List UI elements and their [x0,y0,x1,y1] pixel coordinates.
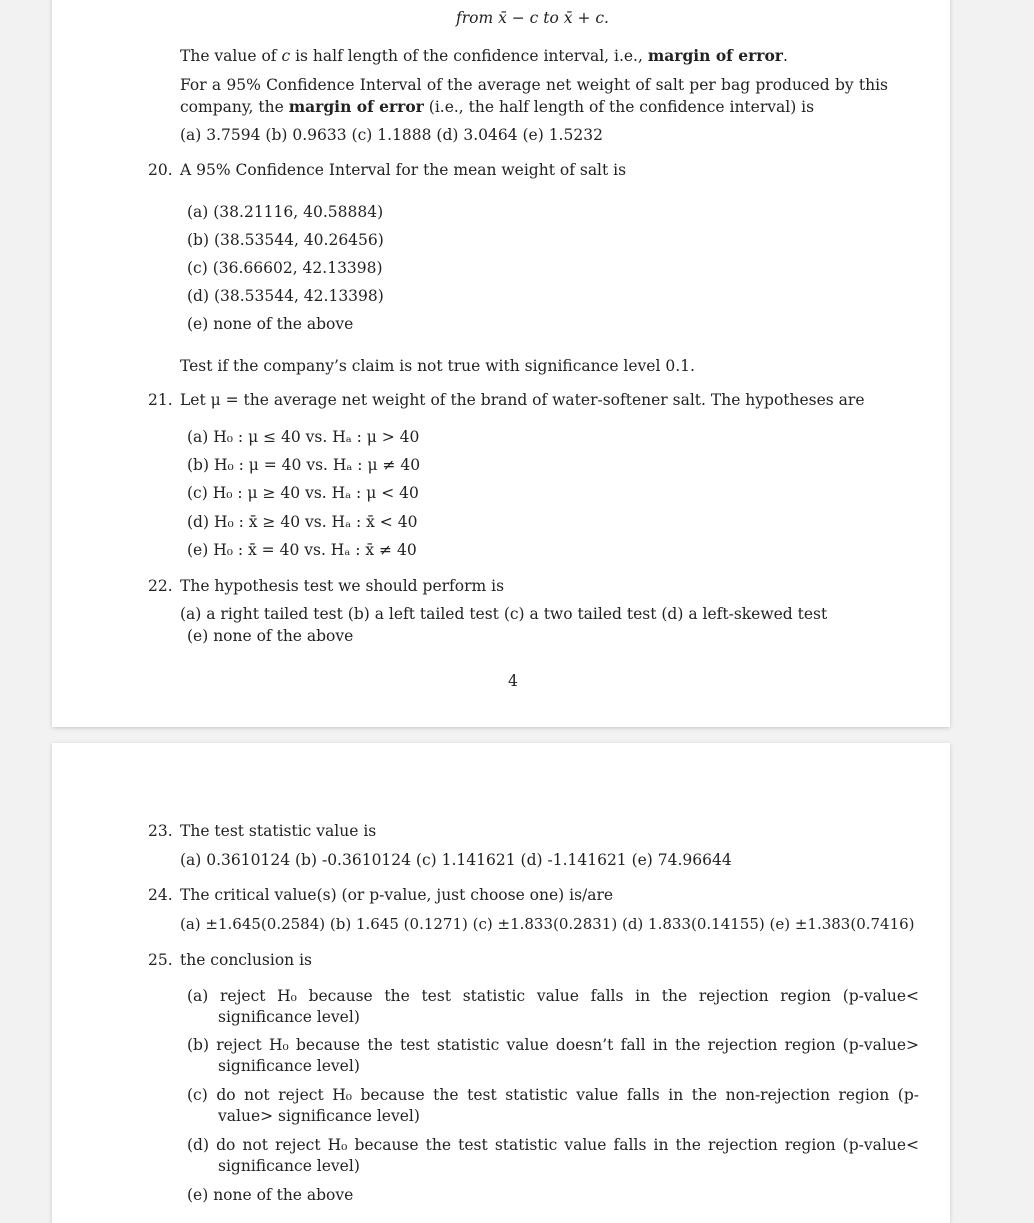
moe-question-bold-term: margin of error [288,97,424,116]
question-20-option-d: (d) (38.53544, 42.13398) [187,287,384,305]
question-20-option-b: (b) (38.53544, 40.26456) [187,231,384,249]
moe-question-text-pre: For a 95% Confidence Interval of the average net weight of salt per bag produced by this company, the [180,76,888,116]
margin-of-error-question [180,75,888,118]
question-21-text: Let μ = the average net weight of the brand of water-softener salt. The hypotheses are [180,391,865,409]
page-1 [52,0,950,727]
definition-text-end: . [782,47,788,65]
question-24-number: 24. [148,886,173,904]
question-24-options: (a) ±1.645(0.2584) (b) 1.645 (0.1271) (c) ±1.833(0.2831) (d) 1.833(0.14155) (e) ±1.383(0.7416) [180,915,915,933]
page-number: 4 [508,672,518,690]
margin-of-error-definition [180,46,788,66]
question-21-option-b: (b) H₀ : μ = 40 vs. Hₐ : μ ≠ 40 [187,456,421,474]
definition-variable: c [281,47,291,65]
definition-text-pre: The value of [180,47,282,65]
question-25-option-a: (a) reject H₀ because the test statistic value falls in the rejection region (p-value< significance level) [187,987,919,1026]
question-23-options: (a) 0.3610124 (b) -0.3610124 (c) 1.141621 (d) -1.141621 (e) 74.96644 [180,851,732,869]
question-21-number: 21. [148,391,173,409]
page-2 [52,743,950,1223]
question-21-option-c: (c) H₀ : μ ≥ 40 vs. Hₐ : μ < 40 [187,484,419,502]
question-23-number: 23. [148,822,173,840]
question-22-options-line-2: (e) none of the above [187,627,354,645]
question-20-text: A 95% Confidence Interval for the mean weight of salt is [180,161,627,179]
question-21-option-e: (e) H₀ : x̄ = 40 vs. Hₐ : x̄ ≠ 40 [187,541,417,559]
definition-text-mid: is half length of the confidence interval, i.e., [290,47,648,65]
question-20-option-e: (e) none of the above [187,315,354,333]
question-25-option-b: (b) reject H₀ because the test statistic value doesn’t fall in the rejection region (p-value> significance level) [187,1036,919,1075]
question-25-text: the conclusion is [180,951,312,969]
question-25-option-d: (d) do not reject H₀ because the test statistic value falls in the rejection region (p-value< significance level) [187,1136,919,1175]
question-20-number: 20. [148,161,173,179]
moe-question-text-post: (i.e., the half length of the confidence interval) is [423,98,815,116]
interval-formula: from x̄ − c to x̄ + c. [456,9,609,27]
question-23-text: The test statistic value is [180,822,377,840]
question-20-option-c: (c) (36.66602, 42.13398) [187,259,383,277]
margin-of-error-options: (a) 3.7594 (b) 0.9633 (c) 1.1888 (d) 3.0464 (e) 1.5232 [180,126,603,144]
question-21-option-d: (d) H₀ : x̄ ≥ 40 vs. Hₐ : x̄ < 40 [187,513,418,531]
question-22-options-line-1: (a) a right tailed test (b) a left tailed test (c) a two tailed test (d) a left-skewed test [180,605,828,623]
test-intro: Test if the company’s claim is not true with significance level 0.1. [180,357,695,375]
question-24-text: The critical value(s) (or p-value, just choose one) is/are [180,886,614,904]
question-25-number: 25. [148,951,173,969]
question-20-option-a: (a) (38.21116, 40.58884) [187,203,384,221]
question-22-number: 22. [148,577,173,595]
question-22-text: The hypothesis test we should perform is [180,577,505,595]
question-25-option-c: (c) do not reject H₀ because the test statistic value falls in the non-rejection region (p-value> significance level) [187,1086,919,1125]
question-25-option-e: (e) none of the above [187,1186,354,1204]
definition-bold-term: margin of error [647,46,783,65]
question-21-option-a: (a) H₀ : μ ≤ 40 vs. Hₐ : μ > 40 [187,428,420,446]
